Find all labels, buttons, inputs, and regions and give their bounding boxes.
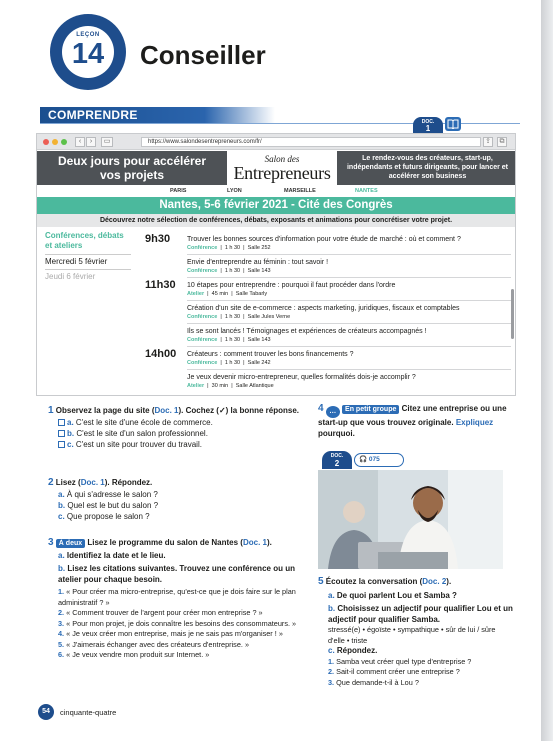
item-title: 10 étapes pour entreprendre : pourquoi il faut procéder dans l'ordre [187, 282, 396, 289]
section-label: COMPRENDRE [48, 108, 138, 122]
item-meta: Atelier | 45 min | Salle Tabarly [187, 291, 268, 297]
site-header [37, 151, 515, 185]
program-item[interactable] [187, 232, 511, 255]
book-spine [541, 0, 553, 741]
audio-track-number: 075 [368, 456, 380, 463]
people-at-laptop-illustration [318, 470, 503, 569]
program-list [145, 232, 511, 392]
lesson-number: 14 [71, 38, 105, 70]
audio-track-button[interactable] [354, 453, 404, 467]
item-meta: Conférence | 1 h 30 | Salle 252 [187, 245, 271, 251]
adjective-list: stressé(e) • égoïste • sympathique • sûr de lui / sûre d'elle • triste [328, 625, 496, 645]
item-meta: Conférence | 1 h 30 | Salle Jules Verne [187, 314, 291, 320]
time-slot [145, 232, 511, 278]
question-item: 3. Que demande-t-il à Lou ? [328, 677, 419, 687]
quote-item: 1. « Pour créer ma micro-entreprise, qu'est-ce que je dois faire sur le plan administratif ? » [58, 587, 296, 607]
quote-item: 5. « J'aimerais échanger avec des créateurs d'entreprise. » [58, 639, 249, 649]
program-item[interactable] [187, 324, 511, 347]
answer-option-c[interactable]: c. C'est un site pour trouver du travail. [48, 439, 303, 450]
back-icon[interactable]: ‹ [75, 137, 85, 147]
item-meta: Conférence | 1 h 30 | Salle 242 [187, 360, 271, 366]
question-2-prompt: 2 Lisez (Doc. 1). Répondez. [48, 477, 153, 488]
item-title: Ils se sont lancés ! Témoignages et expériences de créateurs accompagnés ! [187, 328, 427, 335]
time-slot [145, 347, 511, 392]
logo-top-text: Salon des [264, 154, 300, 164]
sub-question-c: c. Répondez. [328, 646, 378, 655]
question-4-prompt: 4 … En petit groupe Citez une entreprise ou une start-up que vous trouvez originale. Expliquez pourquoi. [318, 403, 507, 438]
question-item: 1. Samba veut créer quel type d'entreprise ? [328, 656, 472, 666]
question-3-prompt: 3 À deux Lisez le programme du salon de Nantes (Doc. 1). [48, 537, 272, 548]
slot-time: 11h30 [145, 279, 176, 291]
checkbox-icon [58, 441, 65, 448]
city-nav [37, 185, 515, 197]
question-item: b. Quel est le but du salon ? [58, 500, 159, 510]
doc1-label: DOC. [421, 119, 435, 125]
browser-toolbar [37, 134, 515, 150]
lesson-badge [50, 14, 126, 90]
doc1-tag [413, 117, 443, 133]
speech-bubble-icon: … [326, 406, 340, 418]
sub-question-b: b. Lisez les citations suivantes. Trouvez une conférence ou un atelier pour chaque besoin. [58, 564, 295, 584]
doc2-label: DOC. [330, 453, 344, 459]
conversation-photo [318, 470, 503, 569]
item-title: Je veux devenir micro-entrepreneur, quelles formalités dois-je accomplir ? [187, 374, 416, 381]
quote-item: 4. « Je veux créer mon entreprise, mais je ne sais pas m'organiser ! » [58, 629, 283, 638]
pair-work-chip: À deux [56, 539, 85, 548]
sidebar-icon[interactable]: ▭ [101, 137, 113, 147]
doc2-number: 2 [334, 459, 340, 468]
maximize-dot-icon[interactable] [61, 139, 67, 145]
site-slogan-right: Le rendez-vous des créateurs, start-up, indépendants et futurs dirigeants, pour lancer et accélérer son business [346, 155, 509, 180]
close-dot-icon[interactable] [43, 139, 49, 145]
answer-option-b[interactable]: b. C'est le site d'un salon professionnel. [48, 428, 303, 439]
item-title: Création d'un site de e-commerce : aspects marketing, juridiques, fiscaux et comptables [187, 305, 460, 312]
city-link-lyon[interactable]: LYON [227, 188, 242, 194]
sub-question-a: a. De quoi parlent Lou et Samba ? [328, 590, 457, 600]
tabs-icon[interactable]: ⧉ [497, 137, 507, 147]
page-title: Conseiller [140, 40, 266, 70]
sub-question-a: a. Identifiez la date et le lieu. [58, 550, 166, 560]
time-slot [145, 278, 511, 347]
program-item[interactable] [187, 301, 511, 324]
question-5 [318, 577, 514, 688]
share-icon[interactable]: ⇪ [483, 137, 493, 147]
book-icon [445, 117, 461, 131]
program-item[interactable] [187, 255, 511, 278]
sub-question-b: b. Choisissez un adjectif pour qualifier Lou et un adjectif pour qualifier Samba. [328, 604, 513, 624]
site-logo[interactable] [227, 151, 337, 185]
item-title: Trouver les bonnes sources d'information pour votre étude de marché : où et comment ? [187, 236, 461, 243]
site-slogan-left: Deux jours pour accélérer vos projets [57, 154, 207, 182]
headphones-icon: 🎧 [359, 456, 368, 463]
city-link-paris[interactable]: PARIS [170, 188, 187, 194]
doc2-tag [322, 451, 352, 469]
program-item[interactable] [187, 370, 511, 392]
city-link-nantes[interactable]: NANTES [355, 188, 378, 194]
sidebar-title[interactable]: Conférences, débats et ateliers [45, 231, 124, 250]
slot-time: 9h30 [145, 233, 171, 245]
program-sidebar [45, 231, 131, 284]
program-item[interactable] [187, 347, 511, 370]
item-meta: Atelier | 30 min | Salle Atlantique [187, 383, 274, 389]
forward-icon[interactable]: › [86, 137, 96, 147]
browser-window [36, 133, 516, 396]
section-banner [40, 107, 275, 123]
day-tab-wednesday[interactable]: Mercredi 5 février [45, 254, 131, 269]
checkbox-icon [58, 430, 65, 437]
question-item: a. À qui s'adresse le salon ? [58, 489, 158, 499]
question-2 [48, 478, 303, 522]
group-work-chip: En petit groupe [342, 405, 399, 414]
item-title: Envie d'entreprendre au féminin : tout savoir ! [187, 259, 329, 266]
question-1-prompt: 1 Observez la page du site (Doc. 1). Cochez (✓) la bonne réponse. [48, 405, 300, 416]
page-number-text: cinquante-quatre [60, 708, 117, 717]
doc1-number: 1 [425, 124, 431, 133]
checkbox-icon [58, 419, 65, 426]
address-bar[interactable]: https://www.salondesentrepreneurs.com/fr/ [141, 137, 481, 147]
question-item: 2. Sait-il comment créer une entreprise ? [328, 667, 460, 676]
logo-main-text: Entrepreneurs [233, 163, 331, 183]
lesson-label: LEÇON [76, 32, 100, 38]
event-title: Nantes, 5-6 février 2021 - Cité des Congrès [37, 197, 515, 214]
scrollbar[interactable] [511, 289, 514, 339]
city-link-marseille[interactable]: MARSEILLE [284, 188, 316, 194]
question-3 [48, 538, 310, 661]
quote-item: 2. « Comment trouver de l'argent pour créer mon entreprise ? » [58, 608, 263, 617]
item-meta: Conférence | 1 h 30 | Salle 143 [187, 337, 271, 343]
answer-option-a[interactable]: a. C'est le site d'une école de commerce. [48, 417, 303, 428]
quote-item: 6. « Je veux vendre mon produit sur Internet. » [58, 650, 210, 659]
minimize-dot-icon[interactable] [52, 139, 58, 145]
program-item[interactable] [187, 278, 511, 301]
question-1 [48, 406, 303, 450]
event-subtitle: Découvrez notre sélection de conférences, débats, exposants et animations pour concrétiser votre projet. [37, 214, 515, 227]
question-item: c. Que propose le salon ? [58, 511, 150, 521]
quote-item: 3. « Pour mon projet, je dois connaître les besoins des consommateurs. » [58, 618, 297, 628]
slot-time: 14h00 [145, 348, 177, 360]
item-title: Créateurs : comment trouver les bons financements ? [187, 351, 354, 358]
question-5-prompt: 5 Écoutez la conversation (Doc. 2). [318, 576, 452, 587]
day-tab-thursday[interactable]: Jeudi 6 février [45, 269, 131, 284]
page-number-badge: 54 [38, 704, 54, 720]
question-4 [318, 404, 508, 439]
item-meta: Conférence | 1 h 30 | Salle 143 [187, 268, 271, 274]
